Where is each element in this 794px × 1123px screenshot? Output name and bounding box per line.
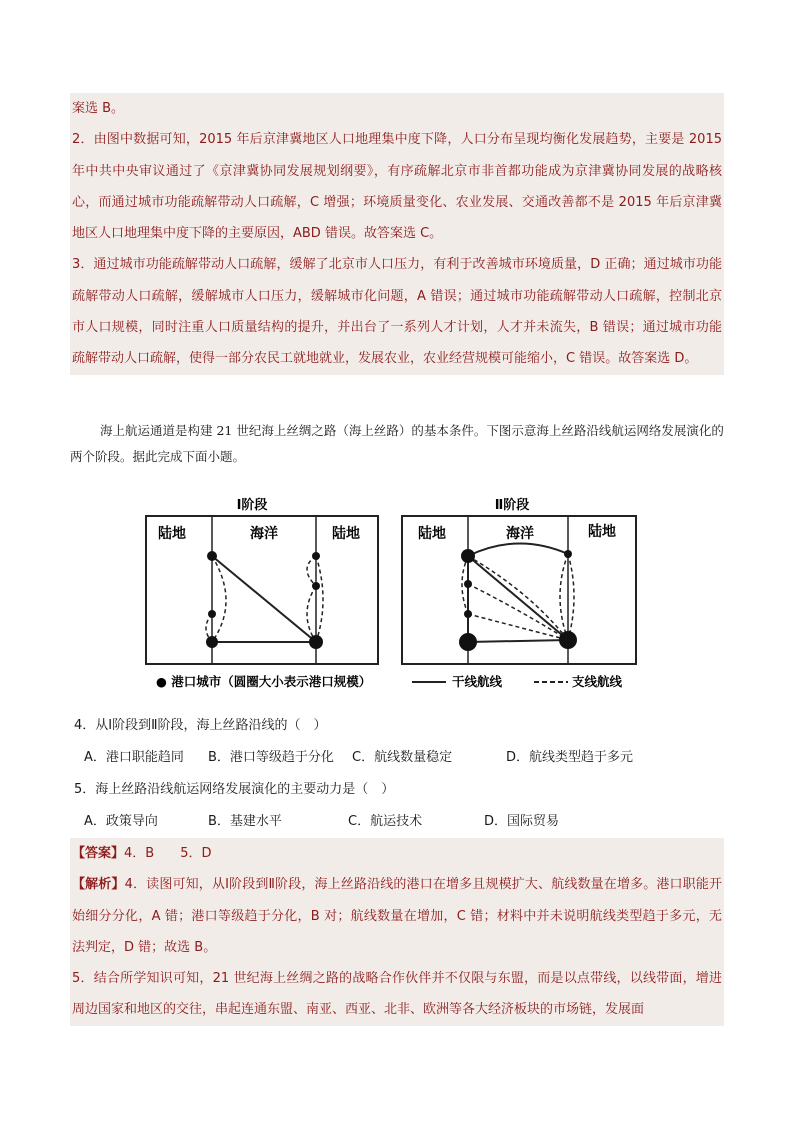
- stage2-port: [464, 610, 472, 618]
- answer-and-analysis: [70, 838, 724, 1026]
- stage1-ocean: 海洋: [250, 526, 278, 542]
- previous-explanation: [70, 93, 724, 375]
- q5-option-d[interactable]: D．国际贸易: [484, 814, 560, 829]
- q5-option-b[interactable]: B．基建水平: [208, 814, 282, 829]
- analysis-text-4: 4．读图可知，从Ⅰ阶段到Ⅱ阶段，海上丝路沿线的港口在增多且规模扩大、航线数量在增多。港口职能开始细分分化，A 错；港口等级趋于分化，B 对；航线数量在增加，C 错；材料中并未说明航线类型趋于多元，无法判定，D 错；故选 B。: [72, 877, 722, 955]
- stage1-port: [207, 551, 217, 561]
- stage1-land-left: 陆地: [158, 526, 186, 542]
- stage1-port: [312, 582, 320, 590]
- stage1-port: [206, 636, 218, 648]
- stage1-land-right: 陆地: [332, 526, 360, 542]
- stage1-port: [208, 610, 216, 618]
- figure-svg: [140, 492, 650, 697]
- legend-port: ● 港口城市（圆圈大小表示港口规模）: [156, 674, 372, 689]
- stage2-port: [564, 550, 572, 558]
- question-5-options: [84, 812, 559, 832]
- answer-text: 4．B 5．D: [124, 846, 212, 861]
- shipping-network-figure: [140, 492, 650, 697]
- stage1-title: Ⅰ阶段: [236, 498, 268, 513]
- answer-tag: 【答案】: [72, 846, 125, 861]
- answer-line: [70, 838, 724, 869]
- q4-option-b[interactable]: B．港口等级趋于分化: [208, 750, 334, 765]
- stage2-land-right: 陆地: [588, 524, 616, 540]
- stage2-ocean: 海洋: [506, 526, 534, 542]
- legend-trunk: 干线航线: [452, 674, 503, 689]
- explanation-para-2: 2．由图中数据可知，2015 年后京津冀地区人口地理集中度下降，人口分布呈现均衡化发展趋势，主要是 2015 年中共中央审议通过了《京津冀协同发展规划纲要》，有序疏解北京市非首都功能成为京津冀协同发展的战略核心，而通过城市功能疏解带动人口疏解，C 增强；环境质量变化、农业发展、交通改善都不是 2015 年后京津冀地区人口地理集中度下降的主要原因，ABD 错误。故答案选 C。: [72, 132, 722, 242]
- stage2-port: [464, 580, 472, 588]
- explanation-para-3: 3．通过城市功能疏解带动人口疏解，缓解了北京市人口压力，有利于改善城市环境质量，D 正确；通过城市功能疏解带动人口疏解，缓解城市人口压力，缓解城市化问题，A 错误；通过城市功能疏解带动人口疏解，控制北京市人口规模，同时注重人口质量结构的提升，并出台了一系列人才计划，人才并未流失，B 错误；通过城市功能疏解带动人口疏解，使得一部分农民工就地就业，发展农业，农业经营规模可能缩小，C 错误。故答案选 D。: [72, 257, 722, 367]
- q5-option-c[interactable]: C．航运技术: [348, 814, 423, 829]
- analysis-para-4: [70, 869, 724, 963]
- question-stem: [70, 418, 724, 470]
- question-4-stem: 4．从Ⅰ阶段到Ⅱ阶段，海上丝路沿线的（ ）: [74, 718, 327, 733]
- stage2-port: [461, 549, 475, 563]
- explanation-line-1: 案选 B。: [72, 101, 125, 116]
- q4-option-a[interactable]: A．港口职能趋同: [84, 750, 184, 765]
- stage1-port: [309, 635, 323, 649]
- stage2-port: [459, 633, 477, 651]
- stage2-port: [559, 631, 577, 649]
- q5-option-a[interactable]: A．政策导向: [84, 814, 158, 829]
- stem-text: 海上航运通道是构建 21 世纪海上丝绸之路（海上丝路）的基本条件。下图示意海上丝路沿线航运网络发展演化的两个阶段。据此完成下面小题。: [70, 423, 724, 464]
- question-5-stem: 5．海上丝路沿线航运网络发展演化的主要动力是（ ）: [74, 782, 395, 797]
- question-4-options: [84, 748, 633, 768]
- stage2-land-left: 陆地: [418, 526, 446, 542]
- stage1-port: [312, 552, 320, 560]
- analysis-tag: 【解析】: [72, 877, 125, 893]
- q4-option-c[interactable]: C．航线数量稳定: [352, 750, 453, 765]
- stage2-title: Ⅱ阶段: [494, 498, 530, 513]
- q4-option-d[interactable]: D．航线类型趋于多元: [506, 750, 634, 765]
- analysis-para-5: 5．结合所学知识可知，21 世纪海上丝绸之路的战略合作伙伴并不仅限与东盟，而是以点带线，以线带面，增进周边国家和地区的交往，串起连通东盟、南亚、西亚、北非、欧洲等各大经济板块的市场链，发展面: [72, 971, 722, 1018]
- legend-branch: 支线航线: [572, 674, 623, 689]
